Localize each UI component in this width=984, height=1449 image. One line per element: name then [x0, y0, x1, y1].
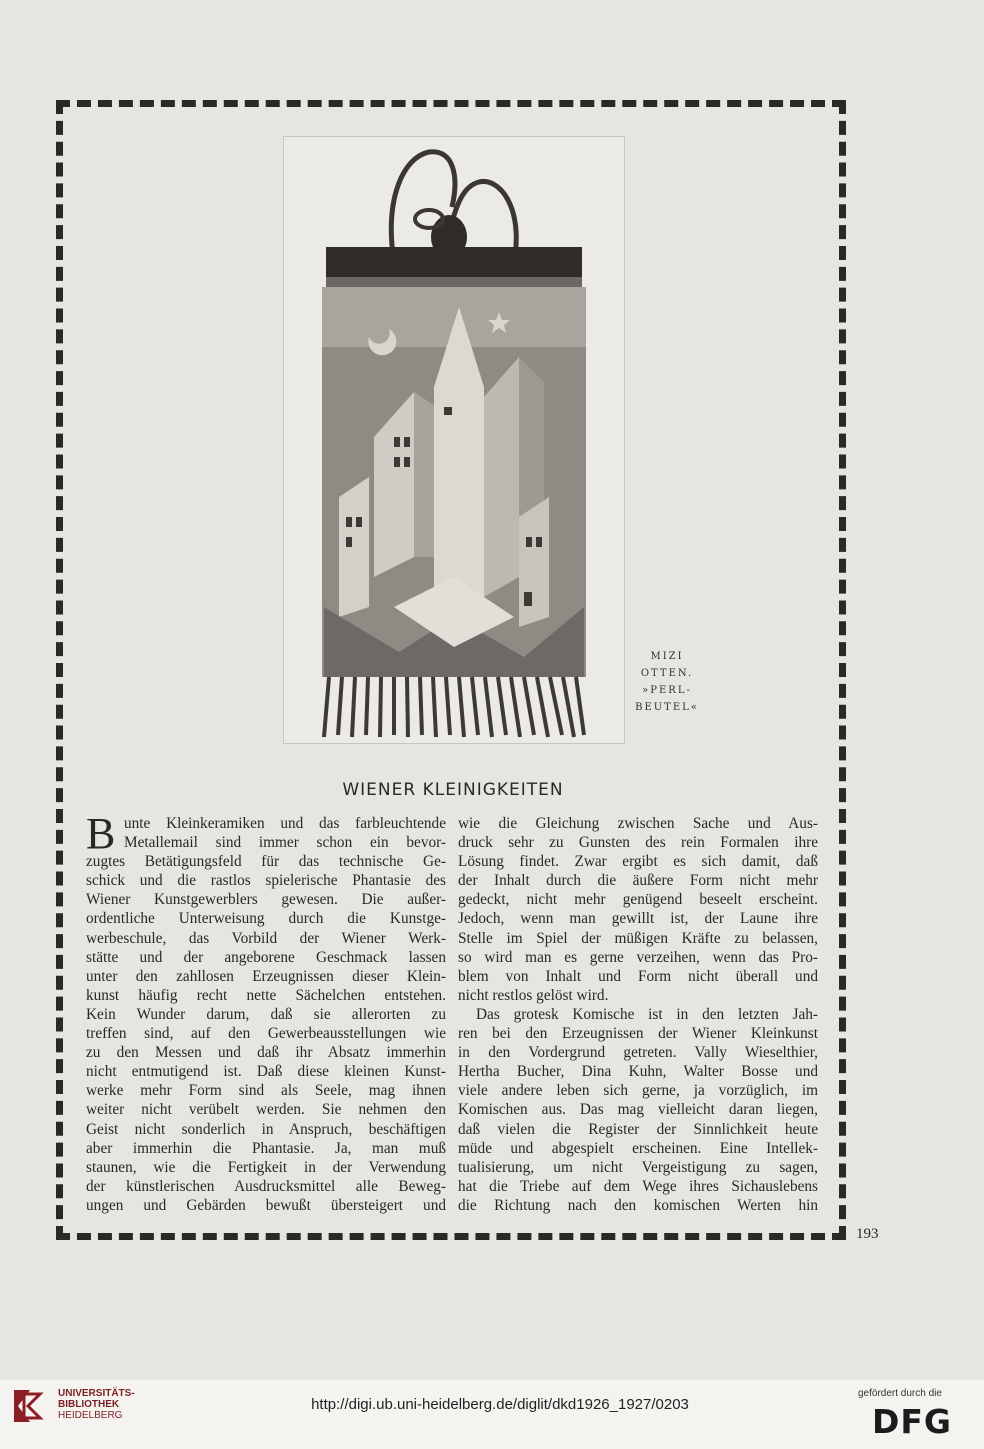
text-line: viele andere leben sich gerne, ja vorzüglich, im	[458, 1082, 818, 1100]
text-line: werbeschule, das Vorbild der Wiener Werk-	[86, 929, 446, 947]
text-line: Lösung findet. Zwar ergibt es sich damit, daß	[458, 853, 818, 871]
text-line: Metallemail sind immer schon ein bevor-	[124, 834, 446, 852]
text-line: in den Vordergrund getreten. Vally Wieselthier,	[458, 1044, 818, 1062]
funding-label: gefördert durch die	[858, 1388, 942, 1399]
left-text-column	[86, 809, 446, 1215]
text-line: blem von Inhalt und Form nicht überall und	[458, 967, 818, 985]
viewer-footer	[0, 1380, 984, 1449]
text-line: Stelle im Spiel der müßigen Kräfte zu belassen,	[458, 929, 818, 947]
text-line: weiter nicht verübelt werden. Sie nehmen den	[86, 1101, 446, 1119]
library-name-line: BIBLIOTHEK	[58, 1399, 120, 1410]
text-line: hat die Triebe auf dem Wege ihres Sichauslebens	[458, 1177, 818, 1195]
library-name-line: HEIDELBERG	[58, 1410, 123, 1421]
text-line: kunst häufig recht nette Sächelchen entstehen.	[86, 986, 446, 1004]
text-line: Geist nicht sonderlich in Anspruch, beschäftigen	[86, 1120, 446, 1138]
text-line: Komischen aus. Das mag vielleicht daran liegen,	[458, 1101, 818, 1119]
text-line: ordentliche Unterweisung durch die Kunstge-	[86, 910, 446, 928]
permalink-url[interactable]: http://digi.ub.uni-heidelberg.de/diglit/dkd1926_1927/0203	[311, 1396, 689, 1413]
text-line: unter den zahllosen Erzeugnissen dieser Klein-	[86, 967, 446, 985]
text-line: die Richtung nach den komischen Werten hin	[458, 1196, 818, 1214]
university-library-logo-icon[interactable]	[10, 1386, 52, 1428]
dfg-logo[interactable]: DFG	[872, 1402, 953, 1441]
text-line: schick und die rastlos spielerische Phantasie des	[86, 872, 446, 890]
text-line: unte Kleinkeramiken und das farbleuchtende	[124, 815, 446, 832]
text-line: Das grotesk Komische ist in den letzten Jah-	[476, 1005, 818, 1023]
text-line: müde und abgespielt erscheinen. Eine Intellek-	[458, 1139, 818, 1157]
text-line: tualisierung, um nicht Vergeistigung zu sagen,	[458, 1158, 818, 1176]
text-line: Wiener Kunstgewerblers gewesen. Die außer-	[86, 891, 446, 909]
page-number: 193	[856, 1226, 879, 1242]
text-line: Hertha Bucher, Dina Kuhn, Walter Bosse und	[458, 1063, 818, 1081]
text-line: treffen sind, auf den Gewerbeausstellungen wie	[86, 1025, 446, 1043]
text-line: ungen und Gebärden bewußt übersteigert und	[86, 1196, 446, 1214]
text-line: der künstlerischen Ausdrucksmittel alle Beweg-	[86, 1177, 446, 1195]
text-line: so wird man es gerne verzeihen, wenn das Pro-	[458, 948, 818, 966]
article-title: WIENER KLEINIGKEITEN	[342, 780, 564, 800]
text-line: nicht restlos gelöst wird.	[458, 986, 609, 1004]
text-line: wie die Gleichung zwischen Sache und Aus-	[458, 815, 818, 832]
caption-line: OTTEN.	[640, 668, 694, 679]
text-line: gedeckt, nicht mehr genügend beseelt erscheint.	[458, 891, 818, 909]
beaded-bag-illustration	[284, 137, 624, 743]
text-line: druck sehr zu Gunsten des rein Formalen ihre	[458, 834, 818, 852]
photo-caption	[622, 648, 712, 716]
library-name-line: UNIVERSITÄTS-	[58, 1388, 135, 1399]
text-line: stätte und der angeborene Geschmack lassen	[86, 948, 446, 966]
beaded-bag-photo	[283, 136, 625, 744]
text-line: aber immerhin die Phantasie. Ja, man muß	[86, 1139, 446, 1157]
text-line: Jedoch, wenn man gewillt ist, der Laune ihre	[458, 910, 818, 928]
text-line: daß vielen die Register der Sinnlichkeit heute	[458, 1120, 818, 1138]
university-library-name[interactable]	[58, 1388, 135, 1421]
text-line: zu den Messen und daß ihr Absatz immerhin	[86, 1044, 446, 1062]
caption-line: MIZI	[650, 651, 684, 662]
caption-line: »PERL-	[642, 685, 692, 696]
right-text-column	[458, 814, 818, 1215]
text-line: ren bei den Erzeugnissen der Wiener Kleinkunst	[458, 1025, 818, 1043]
text-line: der Inhalt durch die äußere Form nicht mehr	[458, 872, 818, 890]
text-line: zugtes Betätigungsfeld für das technische Ge-	[86, 853, 446, 871]
caption-line: BEUTEL«	[635, 702, 699, 713]
text-line: nicht entmutigend ist. Daß diese kleinen Kunst-	[86, 1063, 446, 1081]
drop-cap: B	[86, 809, 116, 858]
text-line: Kein Wunder darum, daß sie allerorten zu	[86, 1005, 446, 1023]
text-line: staunen, wie die Fertigkeit in der Verwendung	[86, 1158, 446, 1176]
text-line: werke mehr Form sind als Seele, mag ihnen	[86, 1082, 446, 1100]
